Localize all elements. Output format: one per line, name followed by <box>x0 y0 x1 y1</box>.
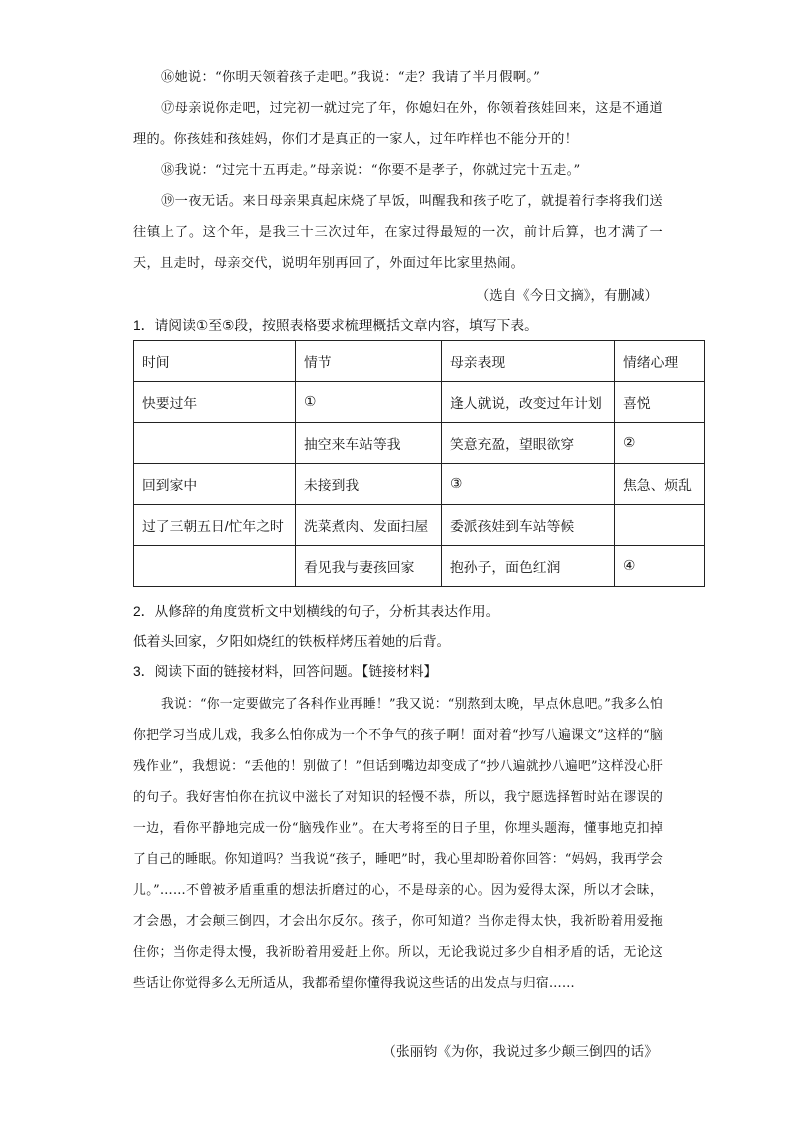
table-cell: 焦急、烦乱 <box>615 464 705 505</box>
question-1: 1．请阅读①至⑤段，按照表格要求梳理概括文章内容，填写下表。 <box>133 318 538 333</box>
table-header-cell: 情节 <box>296 341 442 382</box>
table-cell: ③ <box>442 464 615 505</box>
passage-source: （选自《今日文摘》，有删减） <box>475 288 658 303</box>
table-row <box>134 382 705 423</box>
table-cell: 抽空来车站等我 <box>296 423 442 464</box>
table-row <box>134 423 705 464</box>
table-header-cell: 时间 <box>134 341 296 382</box>
table-cell: ① <box>296 382 442 423</box>
passage-paragraph-19: ⑲一夜无话。来日母亲果真起床烧了早饭，叫醒我和孩子吃了，就提着行李将我们送往镇上了。这个年，是我三十三次过年，在家过得最短的一次，前计后算，也才满了一天，且走时，母亲交代，说明年别再回了，外面过年比家里热闹。 <box>133 194 663 271</box>
table-cell: ② <box>615 423 705 464</box>
question-3: 3．阅读下面的链接材料，回答问题。【链接材料】 <box>133 664 438 679</box>
table-header-cell: 情绪心理 <box>615 341 705 382</box>
table-cell: 逢人就说，改变过年计划 <box>442 382 615 423</box>
question-2: 2．从修辞的角度赏析文中划横线的句子，分析其表达作用。 <box>133 604 500 619</box>
table-row <box>134 464 705 505</box>
question-2-sentence: 低着头回家，夕阳如烧红的铁板样烤压着她的后背。 <box>133 634 451 649</box>
table-cell <box>134 546 296 587</box>
table-row <box>134 505 705 546</box>
table-cell: ④ <box>615 546 705 587</box>
table-cell <box>615 505 705 546</box>
table-header-row <box>134 341 705 382</box>
passage-paragraph-17: ⑰母亲说你走吧，过完初一就过完了年，你媳妇在外，你领着孩娃回来，这是不通道理的。你孩娃和孩娃妈，你们才是真正的一家人，过年咋样也不能分开的！ <box>133 101 663 147</box>
table-cell: 看见我与妻孩回家 <box>296 546 442 587</box>
table-header-cell: 母亲表现 <box>442 341 615 382</box>
summary-table <box>133 340 705 587</box>
link-material-text: 我说：“你一定要做完了各科作业再睡！”我又说：“别熬到太晚，早点休息吧。”我多么怕你把学习当成儿戏，我多么怕你成为一个不争气的孩子啊！面对着“抄写八遍课文”这样的“脑残作业”，我想说：“丢他的！别做了！”但话到嘴边却变成了“抄八遍就抄八遍吧”这样没心肝的句子。我好害怕你在抗议中滋长了对知识的轻慢不恭，所以，我宁愿选择暂时站在谬误的一边，看你平静地完成一份“脑残作业”。在大考将至的日子里，你埋头题海，懂事地克扣掉了自己的睡眠。你知道吗？当我说“孩子，睡吧”时，我心里却盼着你回答：“妈妈，我再学会儿。”……不曾被矛盾重重的想法折磨过的心，不是母亲的心。因为爱得太深，所以才会昧，才会愚，才会颠三倒四，才会出尔反尔。孩子，你可知道？当你走得太快，我祈盼着用爱拖住你；当你走得太慢，我祈盼着用爱赶上你。所以，无论我说过多少自相矛盾的话，无论这些话让你觉得多么无所适从，我都希望你懂得我说这些话的出发点与归宿…… <box>133 697 663 991</box>
table-cell <box>134 423 296 464</box>
table-row <box>134 546 705 587</box>
table-cell: 洗菜煮肉、发面扫屋 <box>296 505 442 546</box>
passage-paragraph-16: ⑯她说：“你明天领着孩子走吧。”我说：“走？我请了半月假啊。” <box>161 70 541 85</box>
table-cell: 委派孩娃到车站等候 <box>442 505 615 546</box>
table-cell: 快要过年 <box>134 382 296 423</box>
table-cell: 过了三朝五日/忙年之时 <box>134 505 296 546</box>
table-cell: 笑意充盈，望眼欲穿 <box>442 423 615 464</box>
table-cell: 未接到我 <box>296 464 442 505</box>
passage-paragraph-18: ⑱我说：“过完十五再走。”母亲说：“你要不是孝子，你就过完十五走。” <box>161 163 581 178</box>
table-cell: 回到家中 <box>134 464 296 505</box>
table-cell: 喜悦 <box>615 382 705 423</box>
link-material-signature: （张丽钧《为你，我说过多少颠三倒四的话》 <box>382 1044 658 1059</box>
table-cell: 抱孙子，面色红润 <box>442 546 615 587</box>
